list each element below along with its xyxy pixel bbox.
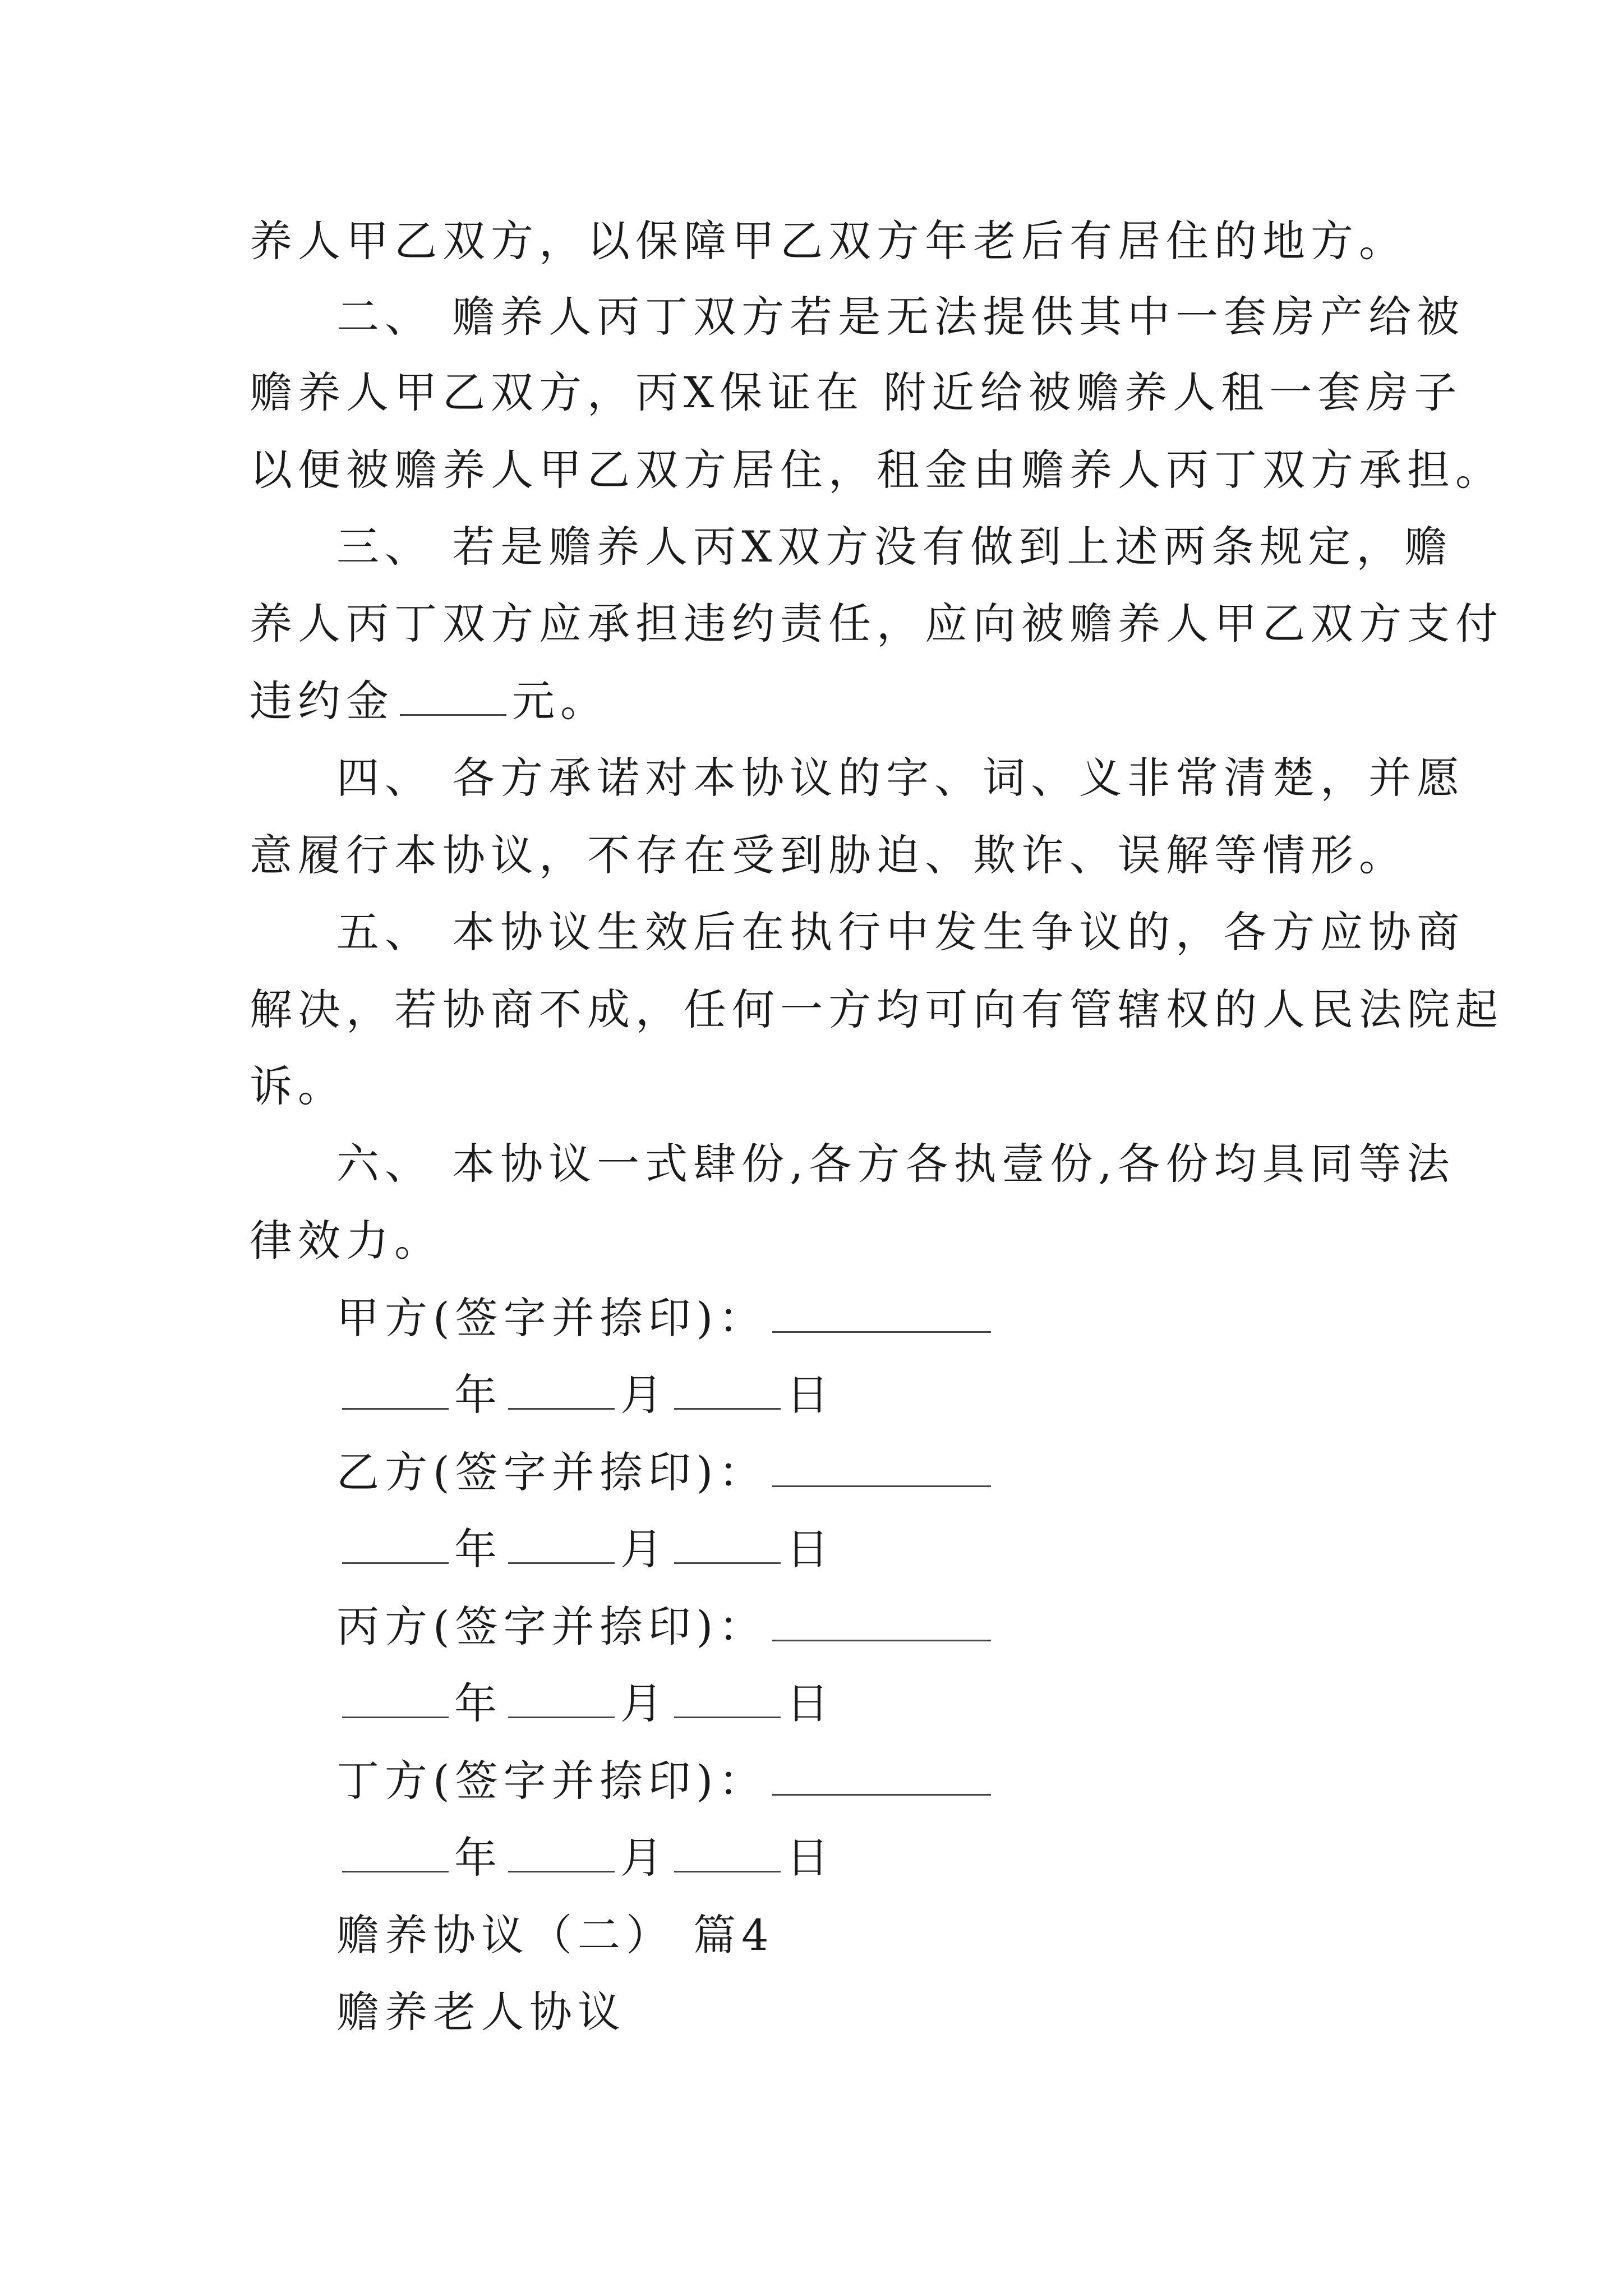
date-line	[336, 1521, 834, 1577]
penalty-amount-blank	[400, 675, 506, 716]
paragraph-line: 五、 本协议生效后在执行中发生争议的，各方应协商	[336, 907, 1465, 957]
year-blank	[342, 1832, 449, 1872]
section-heading: 赡养协议（二） 篇4	[336, 1910, 774, 1960]
date-line	[336, 1367, 834, 1423]
year-label: 年	[454, 1524, 502, 1574]
month-label: 月	[620, 1833, 668, 1883]
year-blank	[342, 1677, 449, 1718]
signature-label: 丁方(签字并捺印)：	[336, 1756, 767, 1806]
year-label: 年	[454, 1678, 502, 1728]
signature-label: 甲方(签字并捺印)：	[336, 1293, 767, 1343]
paragraph-line: 四、 各方承诺对本协议的字、词、义非常清楚，并愿	[336, 753, 1465, 803]
month-blank	[508, 1677, 615, 1718]
day-label: 日	[786, 1678, 834, 1728]
month-label: 月	[620, 1678, 668, 1728]
day-blank	[674, 1677, 781, 1718]
date-line	[336, 1676, 834, 1732]
signature-blank	[772, 1755, 991, 1796]
month-label: 月	[620, 1524, 668, 1574]
day-blank	[674, 1832, 781, 1872]
month-blank	[508, 1832, 615, 1872]
signature-label: 乙方(签字并捺印)：	[336, 1447, 767, 1497]
paragraph-line: 律效力。	[250, 1216, 442, 1266]
year-blank	[342, 1523, 449, 1564]
paragraph-line: 养人丙丁双方应承担违约责任，应向被赡养人甲乙双方支付	[250, 599, 1504, 648]
signature-line-a	[336, 1290, 997, 1346]
day-blank	[674, 1523, 781, 1564]
paragraph-line: 赡养人甲乙双方，丙X保证在 附近给被赡养人租一套房子	[250, 367, 1463, 417]
penalty-unit: 元。	[512, 676, 608, 726]
signature-blank	[772, 1446, 991, 1487]
paragraph-line: 六、 本协议一式肆份,各方各执壹份,各份均具同等法	[336, 1139, 1455, 1189]
paragraph-line: 三、 若是赡养人丙X双方没有做到上述两条规定，赡	[336, 522, 1453, 572]
signature-label: 丙方(签字并捺印)：	[336, 1602, 767, 1651]
paragraph-line: 以便被赡养人甲乙双方居住，租金由赡养人丙丁双方承担。	[250, 445, 1504, 495]
paragraph-line: 解决，若协商不成，任何一方均可向有管辖权的人民法院起	[250, 984, 1504, 1034]
section-subheading: 赡养老人协议	[336, 1987, 626, 2037]
signature-line-d	[336, 1753, 997, 1809]
paragraph-line: 诉。	[250, 1061, 346, 1111]
month-blank	[508, 1523, 615, 1564]
day-label: 日	[786, 1524, 834, 1574]
year-label: 年	[454, 1370, 502, 1420]
day-label: 日	[786, 1370, 834, 1420]
paragraph-line: 二、 赡养人丙丁双方若是无法提供其中一套房产给被	[336, 292, 1465, 342]
date-line	[336, 1830, 834, 1886]
month-label: 月	[620, 1370, 668, 1420]
paragraph-line: 养人甲乙双方，以保障甲乙双方年老后有居住的地方。	[250, 216, 1407, 266]
penalty-label: 违约金	[250, 676, 394, 726]
month-blank	[508, 1369, 615, 1410]
paragraph-line: 意履行本协议，不存在受到胁迫、欺诈、误解等情形。	[250, 830, 1407, 880]
year-blank	[342, 1369, 449, 1410]
signature-blank	[772, 1292, 991, 1333]
signature-blank	[772, 1600, 991, 1641]
signature-line-b	[336, 1444, 997, 1501]
day-blank	[674, 1369, 781, 1410]
penalty-line	[250, 673, 608, 729]
year-label: 年	[454, 1833, 502, 1883]
signature-line-c	[336, 1599, 997, 1655]
day-label: 日	[786, 1833, 834, 1883]
